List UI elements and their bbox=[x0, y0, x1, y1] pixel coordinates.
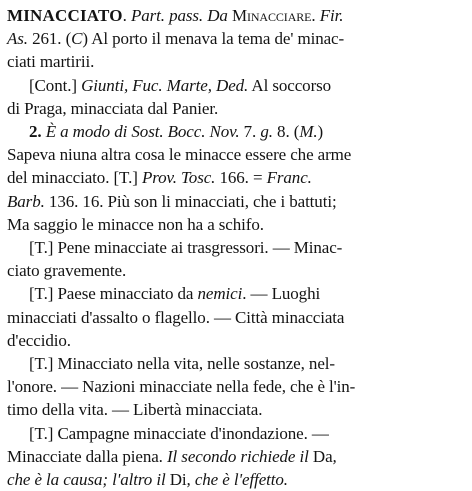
text-span: 166. = bbox=[215, 168, 267, 188]
citation-source: g. bbox=[260, 122, 273, 142]
text-span: 261. ( bbox=[27, 29, 72, 49]
entry-line bbox=[7, 4, 462, 27]
cross-reference: Minacciare bbox=[231, 6, 312, 25]
citation-source: Franc. bbox=[266, 168, 312, 188]
entry-line bbox=[7, 190, 462, 213]
citation-quote: Sapeva niuna altra cosa le minacce essere che arme bbox=[7, 145, 352, 165]
grammar-label: Part. pass. Da bbox=[130, 6, 232, 25]
text-span: 8. ( bbox=[272, 122, 300, 142]
example-text: [T.] Paese minacciato da bbox=[29, 284, 198, 304]
usage-note: che è la causa; l'altro il bbox=[7, 470, 166, 490]
citation-quote: di Praga, minacciata dal Panier. bbox=[7, 98, 219, 118]
citation-quote: ciati martirii. bbox=[7, 52, 95, 72]
entry-line bbox=[7, 166, 462, 189]
entry-line bbox=[7, 50, 462, 73]
entry-line bbox=[7, 97, 462, 120]
entry-line bbox=[7, 329, 462, 352]
example-text: [T.] Minacciato nella vita, nelle sostanze, nel- bbox=[29, 354, 335, 374]
entry-line bbox=[7, 375, 462, 398]
text-span: ) bbox=[317, 122, 324, 142]
example-text: d'eccidio. bbox=[7, 330, 71, 350]
entry-line bbox=[7, 306, 462, 329]
example-text: nemici bbox=[197, 284, 243, 304]
example-text: timo della vita. — Libertà minacciata. bbox=[7, 400, 263, 420]
example-text: l'onore. — Nazioni minacciate nella fede, che è l'in- bbox=[7, 377, 356, 397]
authority-mark: C bbox=[71, 29, 83, 49]
entry-line bbox=[7, 213, 462, 236]
entry-line bbox=[7, 74, 462, 97]
usage-note: Il secondo richiede il bbox=[166, 446, 309, 466]
entry-line bbox=[7, 468, 462, 491]
entry-line bbox=[7, 398, 462, 421]
text-span: 7. bbox=[239, 122, 261, 142]
entry-line bbox=[7, 282, 462, 305]
text-span: . bbox=[122, 6, 131, 25]
usage-note: , bbox=[332, 446, 337, 466]
sense-number: 2. bbox=[29, 122, 46, 142]
citation-source: Barb. bbox=[7, 191, 45, 211]
text-span: . bbox=[311, 6, 320, 25]
citation-quote: ) Al porto il menava la tema de' minac- bbox=[82, 29, 345, 49]
citation-quote: del minacciato. [T.] bbox=[7, 168, 142, 188]
citation-source: As. bbox=[7, 29, 28, 49]
citation-quote: Al soccorso bbox=[248, 75, 332, 95]
entry-line bbox=[7, 143, 462, 166]
entry-line bbox=[7, 236, 462, 259]
entry-line bbox=[7, 259, 462, 282]
entry-line bbox=[7, 445, 462, 468]
citation-quote: Ma saggio le minacce non ha a schifo. bbox=[7, 214, 264, 234]
headword: MINACCIATO bbox=[7, 6, 123, 25]
entry-line bbox=[7, 120, 462, 143]
entry-line bbox=[7, 27, 462, 50]
entry-line bbox=[7, 352, 462, 375]
example-text: . — Luoghi bbox=[242, 284, 321, 304]
entry-line bbox=[7, 422, 462, 445]
example-text: [T.] Pene minacciate ai trasgressori. — Minac- bbox=[29, 238, 343, 258]
citation-quote: 136. 16. Più son li minacciati, che i battuti; bbox=[44, 191, 337, 211]
authority-mark: M. bbox=[299, 122, 318, 142]
text-span: Da bbox=[308, 446, 333, 466]
example-text: [T.] Campagne minacciate d'inondazione. — bbox=[29, 423, 329, 443]
example-text: ciato gravemente. bbox=[7, 261, 127, 281]
citation-source: Fir. bbox=[319, 6, 344, 25]
example-text: Minacciate dalla piena. bbox=[7, 446, 167, 466]
example-text: minacciati d'assalto o flagello. — Città minacciata bbox=[7, 307, 345, 327]
section-marker: [Cont.] bbox=[29, 75, 82, 95]
usage-note: , che è l'effetto. bbox=[186, 470, 288, 490]
sense-definition: È a modo di Sost. Bocc. Nov. bbox=[45, 122, 240, 142]
citation-source: Prov. Tosc. bbox=[141, 168, 216, 188]
citation-source: Giunti, Fuc. Marte, Ded. bbox=[81, 75, 249, 95]
text-span: Di bbox=[165, 470, 187, 490]
